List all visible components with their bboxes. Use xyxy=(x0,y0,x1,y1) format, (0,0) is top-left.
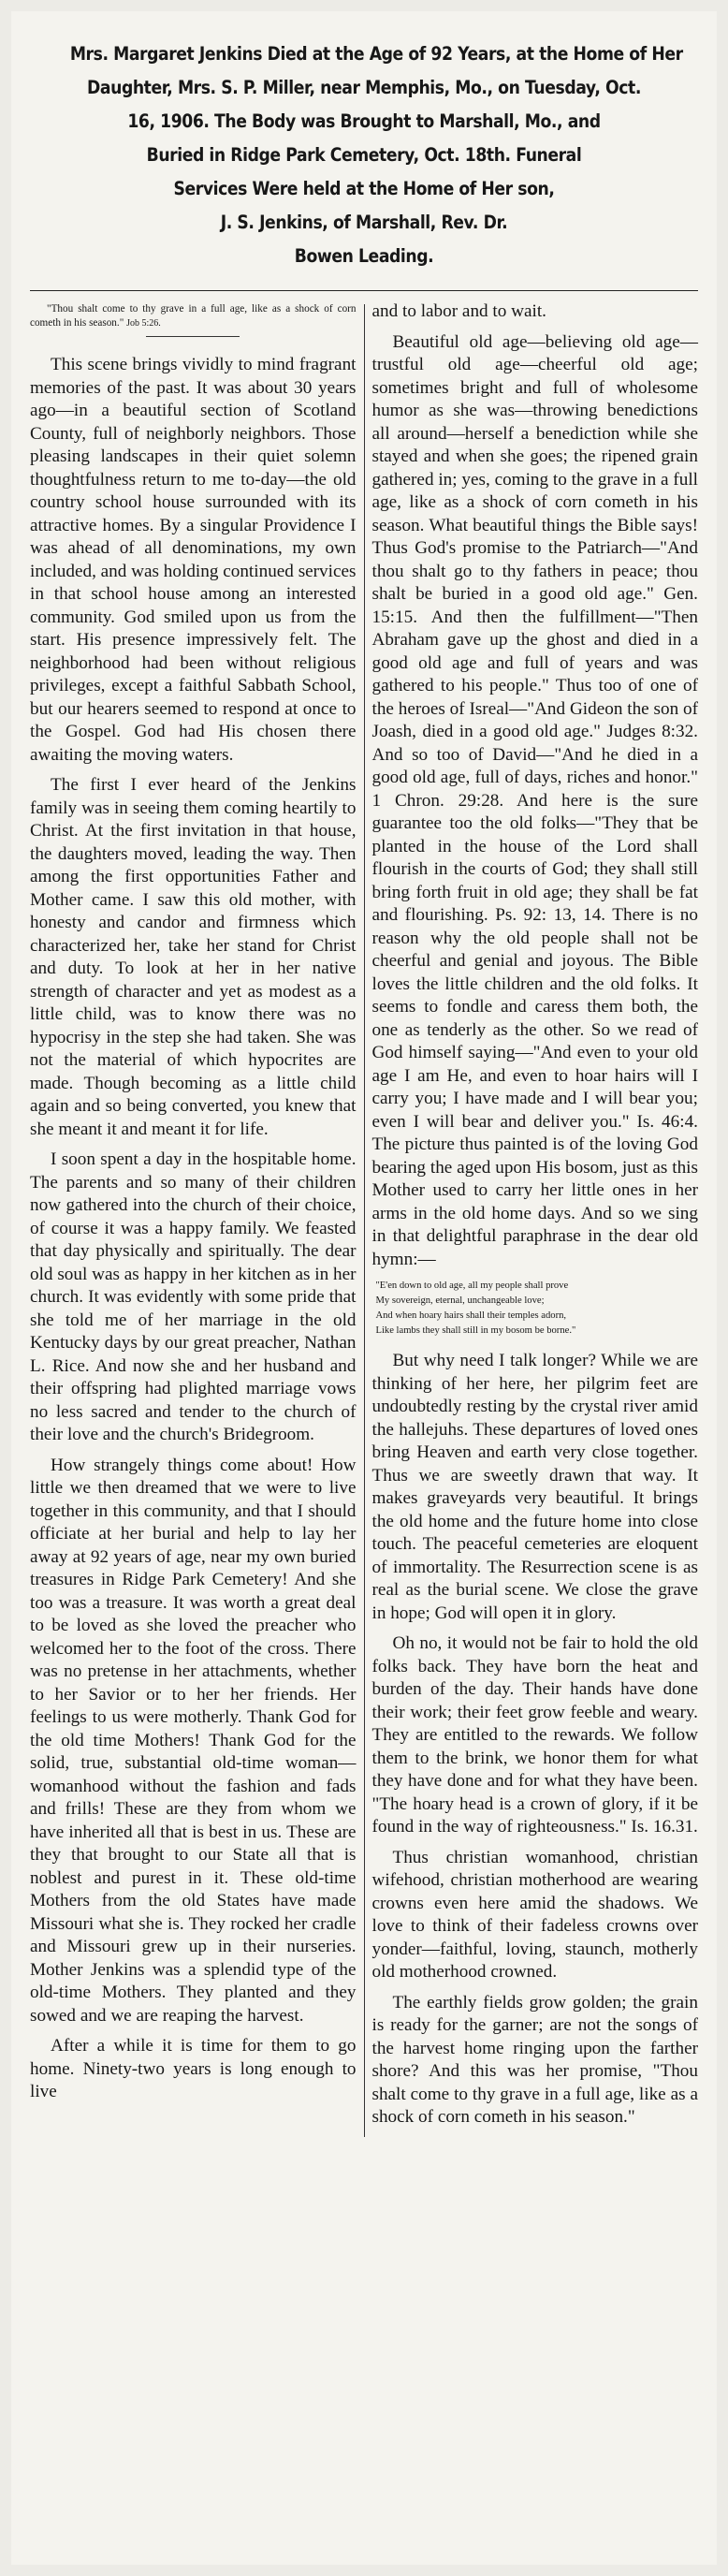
paragraph: and to labor and to wait. xyxy=(371,301,546,321)
paragraph: Beautiful old age—believing old age—trustful old age—cheerful old age; sometimes bright and full of wholesome humor as she was—throwing benedictions all around—herself a benediction while she stayed and when she goes; the ripened grain gathered in; yes, coming to the grave in a full age, like as a shock of corn cometh in his season. What beautiful things the Bible says! Thus God's promise to the Patriarch—"And thou shalt go to thy fathers in peace; thou shalt be buried in a good old age." Gen. 15:15. And then the fulfillment—"Then Abraham gave up the ghost and died in a good old age and full of years and was gathered to his people." Thus too of one of the heroes of Isreal—"And Gideon the son of Joash, died in a good old age." Judges 8:32. And so too of David—"And he died in a good old age, full of days, riches and honor." 1 Chron. 29:28. And here is the sure guarantee too the old folks—"They that be planted in the house of the Lord shall flourish in the courts of God; they shall still bring forth fruit in old age; they shall be fat and flourishing. Ps. 92: 13, 14. There is no reason why the old people shall not be cheerful and genial and joyous. The Bible loves the little children and the old folks. It seems to fondle and caress them both, the one as tenderly as the other. So we read of God himself saying—"And even to your old age I am He, and even to hoar hairs will I carry you; I have made and I will bear you; even I will bear and deliver you." Is. 46:4. The picture thus painted is of the loving God bearing the aged upon His bosom, just as this Mother used to carry her little ones in her arms in the old home days. And so we sing in that delightful paraphrase in the dear old hymn:— xyxy=(371,331,698,1269)
hymn-quote xyxy=(371,1279,698,1339)
paragraph: The earthly fields grow golden; the grain is ready for the garner; are not the songs of the harvest home ringing upon the farther shore? And this was her promise, "Thou shalt come to thy grave in a full age, like as a shock of corn cometh in his season." xyxy=(371,1992,698,2127)
paragraph: Oh no, it would not be fair to hold the old folks back. They have born the heat and burden of the day. Their hands have done their work; their feet grow feeble and weary. They are entitled to the rewards. We follow them to the brink, we honor them for what they have done and for what they have been. "The hoary head is a crown of glory, if it be found in the way of righteousness." Is. 16.31. xyxy=(371,1633,698,1837)
epigraph-rule xyxy=(146,336,240,337)
epigraph-ref: Job 5:26. xyxy=(126,318,161,329)
headline-line: Bowen Leading. xyxy=(294,245,434,267)
headline xyxy=(69,37,683,273)
headline-line: Buried in Ridge Park Cemetery, Oct. 18th. Funeral xyxy=(146,144,582,166)
paragraph: How strangely things come about! How little we then dreamed that we were to live together in this community, and that I should officiate at her burial and help to lay her away at 92 years of age, near my own buried treasures in Ridge Park Cemetery! And she too was a treasure. It was worth a great deal to be loved as she loved the preacher who welcomed her to the foot of the cross. There was no pretense in her attachments, whether to her Savior or to her her friends. Her feelings to us were motherly. Thank God for the old time Mothers! Thank God for the solid, true, substantial old-time woman—womanhood without the fashion and fads and frills! These are they from whom we have inherited all that is best in us. These are they that brought to our State all that is noblest and purest in it. These old-time Mothers from the old States have made Missouri what she is. They rocked her cradle and Missouri grew up in their nurseries. Mother Jenkins was a splendid type of the old-time Mothers. They planted and they sowed and we are reaping the harvest. xyxy=(30,1455,357,2026)
hymn-line: Like lambs they shall still in my bosom be borne." xyxy=(375,1325,576,1336)
epigraph xyxy=(30,302,357,330)
right-column xyxy=(364,300,698,2137)
hymn-line: My sovereign, eternal, unchangeable love; xyxy=(375,1295,545,1306)
hymn-line: And when hoary hairs shall their temples adorn, xyxy=(375,1310,567,1321)
headline-line: 16, 1906. The Body was Brought to Marshall, Mo., and xyxy=(127,110,601,132)
paragraph: But why need I talk longer? While we are thinking of her here, her pilgrim feet are undoubtedly resting by the crystal river amid the hallejuhs. These departures of loved ones bring Heaven and earth very close together. Thus we are sweetly drawn that way. It makes graveyards very beautiful. It brings the old home and the future home into close touch. The peaceful cemeteries are eloquent of immortality. The Resurrection scene is as real as the burial scene. We close the grave in hope; God will open it in glory. xyxy=(371,1351,698,1623)
headline-line: Services Were held at the Home of Her son, xyxy=(173,178,555,199)
newspaper-clipping xyxy=(11,11,717,2565)
paragraph: Thus christian womanhood, christian wifehood, christian motherhood are wearing crowns even here amid the shadows. We love to think of their fadeless crowns over yonder—faithful, loving, staunch, motherly old motherhood crowned. xyxy=(371,1847,698,1982)
epigraph-text: "Thou shalt come to thy grave in a full age, like as a shock of corn cometh in his season." xyxy=(30,303,357,329)
headline-rule xyxy=(30,290,698,291)
left-column xyxy=(30,300,364,2137)
paragraph: The first I ever heard of the Jenkins family was in seeing them coming heartily to Christ. At the first invitation in that house, the daughters moved, leading the way. Then among the first opportunities Father and Mother came. I saw this old mother, with honesty and candor and firmness which characterized her, take her stand for Christ and duty. To look at her in her native strength of character and yet as modest as a little child, was to know there was no hypocrisy in the step she had taken. She was not the material of which hypocrites are made. Though becoming as a little child again and so being converted, you knew that she meant it and meant it for life. xyxy=(30,775,357,1139)
article-columns xyxy=(30,300,698,2137)
paragraph: This scene brings vividly to mind fragrant memories of the past. It was about 30 years ago—in a beautiful section of Scotland County, full of neighborly neighbors. Those pleasing landscapes in their quiet solemn thoughtfulness return to me to-day—the old country school house surrounded with its attractive homes. By a singular Providence I was ahead of all denominations, my own included, and was holding continued services in that school house among an interested community. God smiled upon us from the start. His presence impressively felt. The neighborhood had been without religious privileges, except a faithful Sabbath School, but our hearers seemed to respond at once to the Gospel. God had His chosen there awaiting the moving waters. xyxy=(30,355,357,765)
hymn-line: "E'en down to old age, all my people shall prove xyxy=(375,1281,569,1291)
headline-line: Daughter, Mrs. S. P. Miller, near Memphis, Mo., on Tuesday, Oct. xyxy=(87,77,641,98)
paragraph: After a while it is time for them to go home. Ninety-two years is long enough to live xyxy=(30,2036,357,2101)
paragraph: I soon spent a day in the hospitable home. The parents and so many of their children now gathered into the church of their choice, of course it was a happy family. We feasted that day physically and spiritually. The dear old soul was as happy in her kitchen as in her church. It was evidently with some pride that she told me of her marriage in the old Kentucky days by our great preacher, Nathan L. Rice. And now she and her husband and their offspring had plighted marriage vows no less sacred and tender to the church of their love and the church's Bridegroom. xyxy=(30,1149,357,1444)
headline-line: J. S. Jenkins, of Marshall, Rev. Dr. xyxy=(220,212,508,233)
headline-line: Mrs. Margaret Jenkins Died at the Age of 92 Years, at the Home of Her xyxy=(69,43,683,65)
